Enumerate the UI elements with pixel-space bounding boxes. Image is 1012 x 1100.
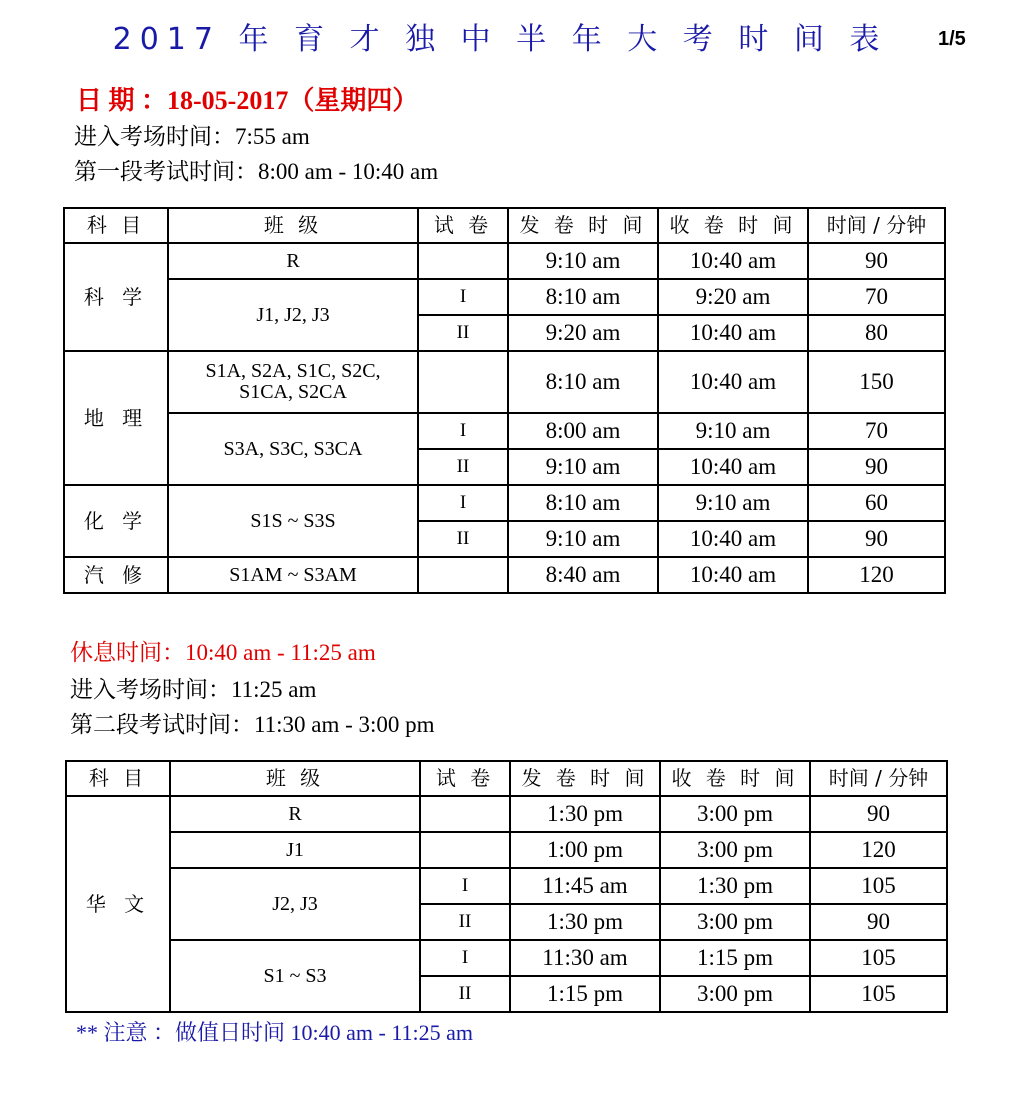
duty-note: ** 注意 ：做值日时间 10:40 am - 11:25 am	[76, 1020, 473, 1045]
table-header-row	[66, 761, 947, 796]
paper-cell	[418, 557, 508, 593]
minutes-cell: 80	[808, 315, 945, 351]
minutes-cell: 90	[808, 449, 945, 485]
minutes-cell: 120	[808, 557, 945, 593]
minutes-cell: 60	[808, 485, 945, 521]
minutes-cell: 90	[808, 243, 945, 279]
subject-cell: 汽 修	[64, 557, 168, 593]
header-minutes: 时间 / 分钟	[810, 761, 947, 796]
classes-cell: S1 ~ S3	[170, 940, 420, 1012]
end-time-cell: 9:10 am	[658, 413, 808, 449]
classes-line-2: S1CA, S2CA	[239, 381, 347, 403]
header-end-time: 收 卷 时 间	[660, 761, 810, 796]
paper-cell: I	[418, 279, 508, 315]
minutes-cell: 150	[808, 351, 945, 413]
subject-cell: 华 文	[66, 796, 170, 1012]
page-title: 2017 年 育 才 独 中 半 年 大 考 时 间 表	[112, 22, 888, 57]
table-row	[64, 485, 945, 521]
end-time-cell: 9:20 am	[658, 279, 808, 315]
table-row	[64, 351, 945, 413]
header-classes: 班 级	[168, 208, 418, 243]
start-time-cell: 1:30 pm	[510, 796, 660, 832]
paper-cell: I	[420, 940, 510, 976]
entry-time-1: 进入考场时间：7:55 am	[74, 124, 310, 149]
end-time-cell: 10:40 am	[658, 243, 808, 279]
minutes-cell: 105	[810, 940, 947, 976]
exam-period-2: 第二段考试时间：11:30 am - 3:00 pm	[70, 712, 435, 737]
minutes-cell: 90	[810, 904, 947, 940]
classes-cell: R	[168, 243, 418, 279]
header-classes: 班 级	[170, 761, 420, 796]
paper-cell: I	[418, 485, 508, 521]
table-row	[66, 940, 947, 976]
end-time-cell: 10:40 am	[658, 351, 808, 413]
classes-cell: J2, J3	[170, 868, 420, 940]
table-row	[66, 868, 947, 904]
header-end-time: 收 卷 时 间	[658, 208, 808, 243]
exam-period-1: 第一段考试时间：8:00 am - 10:40 am	[74, 159, 439, 184]
end-time-cell: 10:40 am	[658, 521, 808, 557]
start-time-cell: 8:10 am	[508, 279, 658, 315]
end-time-cell: 3:00 pm	[660, 796, 810, 832]
exam-date: 日 期 ：18-05-2017（星期四）	[76, 86, 419, 115]
subject-cell: 科 学	[64, 243, 168, 351]
header-paper: 试 卷	[420, 761, 510, 796]
end-time-cell: 3:00 pm	[660, 904, 810, 940]
end-time-cell: 9:10 am	[658, 485, 808, 521]
table-header-row	[64, 208, 945, 243]
start-time-cell: 8:40 am	[508, 557, 658, 593]
table-row	[66, 832, 947, 868]
schedule-table-2	[65, 760, 948, 1013]
header-start-time: 发 卷 时 间	[510, 761, 660, 796]
start-time-cell: 1:15 pm	[510, 976, 660, 1012]
header-subject: 科 目	[66, 761, 170, 796]
minutes-cell: 90	[808, 521, 945, 557]
start-time-cell: 8:10 am	[508, 485, 658, 521]
paper-cell	[420, 832, 510, 868]
start-time-cell: 11:30 am	[510, 940, 660, 976]
start-time-cell: 11:45 am	[510, 868, 660, 904]
classes-line-1: S1A, S2A, S1C, S2C,	[205, 360, 381, 382]
minutes-cell: 105	[810, 868, 947, 904]
start-time-cell: 1:00 pm	[510, 832, 660, 868]
start-time-cell: 8:10 am	[508, 351, 658, 413]
start-time-cell: 9:10 am	[508, 449, 658, 485]
header-minutes: 时间 / 分钟	[808, 208, 945, 243]
paper-cell	[420, 796, 510, 832]
classes-cell	[168, 351, 418, 413]
end-time-cell: 10:40 am	[658, 557, 808, 593]
subject-cell: 地 理	[64, 351, 168, 485]
table-row	[64, 557, 945, 593]
paper-cell: II	[418, 315, 508, 351]
end-time-cell: 10:40 am	[658, 315, 808, 351]
end-time-cell: 10:40 am	[658, 449, 808, 485]
end-time-cell: 1:15 pm	[660, 940, 810, 976]
paper-cell: II	[420, 904, 510, 940]
minutes-cell: 120	[810, 832, 947, 868]
classes-cell: J1	[170, 832, 420, 868]
paper-cell	[418, 351, 508, 413]
header-start-time: 发 卷 时 间	[508, 208, 658, 243]
header-paper: 试 卷	[418, 208, 508, 243]
minutes-cell: 105	[810, 976, 947, 1012]
classes-cell: S1S ~ S3S	[168, 485, 418, 557]
paper-cell: I	[420, 868, 510, 904]
schedule-table-1	[63, 207, 946, 594]
start-time-cell: 9:10 am	[508, 243, 658, 279]
page-number: 1/5	[938, 28, 966, 50]
classes-cell: S1AM ~ S3AM	[168, 557, 418, 593]
start-time-cell: 9:20 am	[508, 315, 658, 351]
paper-cell: I	[418, 413, 508, 449]
end-time-cell: 3:00 pm	[660, 832, 810, 868]
paper-cell	[418, 243, 508, 279]
table-row	[64, 279, 945, 315]
end-time-cell: 3:00 pm	[660, 976, 810, 1012]
start-time-cell: 8:00 am	[508, 413, 658, 449]
paper-cell: II	[420, 976, 510, 1012]
paper-cell: II	[418, 521, 508, 557]
classes-cell: R	[170, 796, 420, 832]
entry-time-2: 进入考场时间：11:25 am	[70, 677, 317, 702]
classes-cell: J1, J2, J3	[168, 279, 418, 351]
start-time-cell: 1:30 pm	[510, 904, 660, 940]
classes-cell: S3A, S3C, S3CA	[168, 413, 418, 485]
end-time-cell: 1:30 pm	[660, 868, 810, 904]
table-row	[66, 796, 947, 832]
subject-cell: 化 学	[64, 485, 168, 557]
break-time: 休息时间：10:40 am - 11:25 am	[70, 640, 376, 665]
header-subject: 科 目	[64, 208, 168, 243]
start-time-cell: 9:10 am	[508, 521, 658, 557]
minutes-cell: 70	[808, 413, 945, 449]
paper-cell: II	[418, 449, 508, 485]
minutes-cell: 90	[810, 796, 947, 832]
table-row	[64, 413, 945, 449]
table-row	[64, 243, 945, 279]
minutes-cell: 70	[808, 279, 945, 315]
